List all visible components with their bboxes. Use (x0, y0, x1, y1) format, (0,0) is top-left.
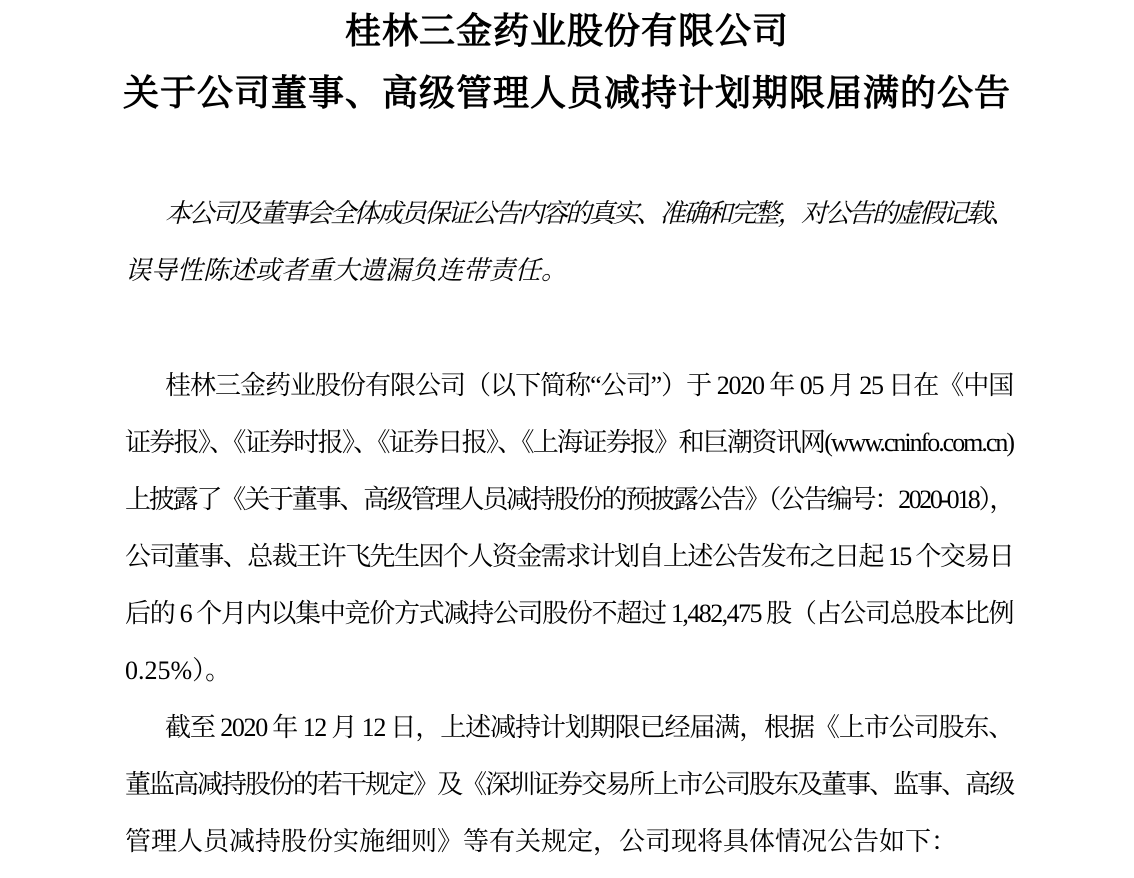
company-title: 桂林三金药业股份有限公司 (344, 11, 789, 51)
disclaimer-line: 误导性陈述或者重大遗漏负连带责任。 (125, 256, 568, 285)
paragraph-line: 管理人员减持股份实施细则》等有关规定，公司现将具体情况公告如下： (125, 827, 958, 856)
paragraph-line: 董监高减持股份的若干规定》及《深圳证券交易所上市公司股东及董事、监事、高级 (125, 770, 1013, 799)
paragraph-line: 证券报》、《证券时报》、《证券日报》、《上海证券报》和巨潮资讯网(www.cninfo.com.cn) (125, 428, 1013, 457)
paragraph-line: 桂林三金药业股份有限公司（以下简称“公司”）于 2020 年 05 月 25 日在《中国 (165, 371, 1013, 400)
paragraph-line: 0.25%）。 (125, 656, 232, 685)
body-paragraph-1 (125, 357, 1013, 699)
body-paragraph-2 (125, 699, 1013, 870)
announcement-title: 关于公司董事、高级管理人员减持计划期限届满的公告 (123, 73, 1012, 113)
paragraph-line: 后的 6 个月内以集中竞价方式减持公司股份不超过 1,482,475 股（占公司总股本比例 (125, 599, 1013, 628)
paragraph-line: 上披露了《关于董事、高级管理人员减持股份的预披露公告》（公告编号：2020-018）， (125, 485, 1013, 514)
announcement-body (125, 357, 1013, 870)
disclaimer-line: 本公司及董事会全体成员保证公告内容的真实、准确和完整，对公告的虚假记载、 (165, 199, 1013, 228)
disclaimer-section (125, 185, 1013, 299)
paragraph-line: 公司董事、总裁王许飞先生因个人资金需求计划自上述公告发布之日起 15 个交易日 (125, 542, 1013, 571)
document-header (123, 0, 1011, 124)
paragraph-line: 截至 2020 年 12 月 12 日，上述减持计划期限已经届满，根据《上市公司股东、 (165, 713, 1013, 742)
